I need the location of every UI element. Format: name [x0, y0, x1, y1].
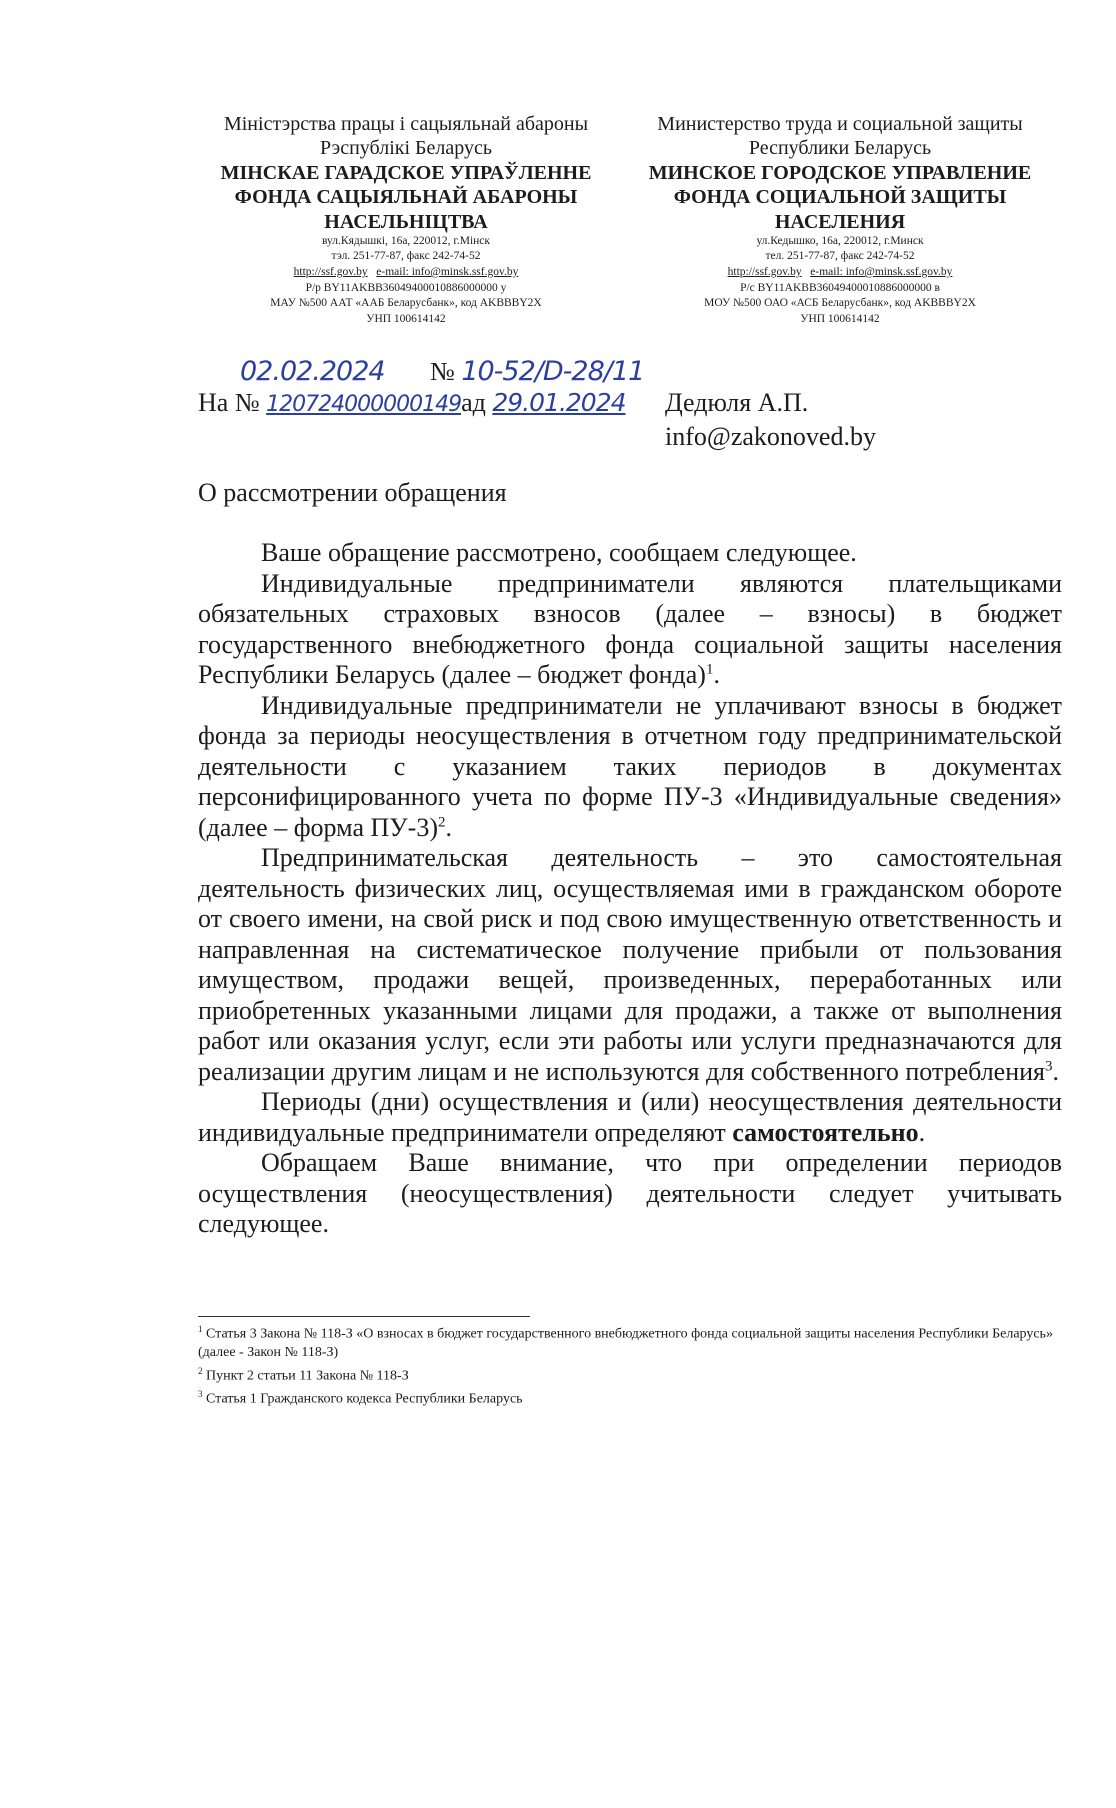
paragraph-1: Ваше обращение рассмотрено, сообщаем следующее.	[261, 538, 857, 567]
bank-account: Р/р BY11AKBB36049400010886000000 у	[305, 281, 507, 294]
ministry-line-1: Министерство труда и социальной защиты	[657, 113, 1023, 135]
email-link[interactable]: e-mail: info@minsk.ssf.gov.by	[810, 265, 953, 278]
paragraph-6: Обращаем Ваше внимание, что при определении периодов осуществления (неосуществления) деятельности следует учитывать следующее.	[198, 1148, 1062, 1238]
paragraph-2: Индивидуальные предприниматели являются плательщиками обязательных страховых взносов (далее – взносы) в бюджет государственного внебюджетного фонда социальной защиты населения Республики Беларусь (далее – бюджет фонда)$^1$.	[198, 568, 1062, 689]
reference-number: 120724000000149	[266, 392, 462, 417]
address: вул.Кядышкі, 16а, 220012, г.Мінск	[322, 234, 490, 247]
email-link[interactable]: e-mail: info@minsk.ssf.gov.by	[376, 265, 519, 278]
ministry-line-2: Республики Беларусь	[748, 137, 932, 160]
reference-line	[198, 388, 626, 418]
org-title-1: МІНСКАЕ ГАРАДСКОЕ УПРАЎЛЕННЕ	[220, 161, 592, 184]
org-title-3: НАСЕЛЕНИЯ	[774, 210, 906, 233]
ministry-line-2: Рэспублікі Беларусь	[320, 137, 492, 160]
paragraph-5: Периоды (дни) осуществления и (или) неосуществления деятельности индивидуальные предприниматели определяют самостоятельно.	[198, 1087, 1062, 1147]
org-title-2: ФОНДА САЦЫЯЛЬНАЙ АБАРОНЫ	[234, 186, 578, 209]
emphasis-bold: самостоятельно	[732, 1117, 919, 1147]
footnote-ref[interactable]: 3	[1045, 1057, 1053, 1074]
footnote-item: $^1$ Статья 3 Закона № 118-З «О взносах в бюджет государственного внебюджетного фонда социальной защиты населения Республики Беларусь» (далее - Закон № 118-З)	[198, 1324, 1053, 1360]
reference-from-label: ад	[461, 388, 486, 417]
recipient-email: info@zakonoved.by	[665, 421, 876, 451]
footnote-item: $^2$ Пункт 2 статьи 11 Закона № 118-З	[198, 1365, 409, 1384]
paragraph-3: Индивидуальные предприниматели не уплачивают взносы в бюджет фонда за периоды неосуществления в отчетном году предпринимательской деятельности с указанием таких периодов в документах персонифицированного учета по форме ПУ-3 «Индивидуальные сведения» (далее – форма ПУ-3)$^2$.	[198, 690, 1062, 842]
website-link[interactable]: http://ssf.gov.by	[293, 265, 368, 278]
outgoing-number: 10-52/D-28/11	[461, 356, 645, 387]
registration-line	[240, 356, 385, 387]
phone: тел. 251-77-87, факс 242-74-52	[765, 250, 915, 263]
letterhead-belarusian	[186, 112, 626, 327]
footnotes	[198, 1320, 1062, 1409]
org-title-1: МИНСКОЕ ГОРОДСКОЕ УПРАВЛЕНИЕ	[648, 161, 1032, 184]
ministry-line-1: Міністэрства працы і сацыяльнай абароны	[223, 113, 589, 135]
outgoing-date: 02.02.2024	[240, 356, 385, 387]
subject-line: О рассмотрении обращения	[198, 478, 507, 507]
footnote-divider	[198, 1316, 530, 1317]
footnote-item: $^3$ Статья 1 Гражданского кодекса Республики Беларусь	[198, 1389, 523, 1407]
address: ул.Кедышко, 16а, 220012, г.Минск	[756, 234, 924, 247]
reference-label: На №	[198, 388, 260, 417]
footnote-ref[interactable]: 1	[705, 661, 714, 678]
letter-body	[198, 538, 1062, 1240]
unp: УНП 100614142	[366, 312, 446, 325]
paragraph-4: Предпринимательская деятельность – это самостоятельная деятельность физических лиц, осуществляемая ими в гражданском обороте от своего имени, на свой риск и под свою имущественную ответственность и направленная на систематическое получение прибыли от пользования имуществом, продажи вещей, произведенных, переработанных или приобретенных указанными лицами для продажи, а также от выполнения работ или оказания услуг, если эти работы или услуги предназначаются для реализации другим лицам и не используются для собственного потребления$^3$.	[198, 843, 1062, 1086]
recipient-block	[665, 386, 876, 454]
bank-account: Р/с BY11AKBB36049400010886000000 в	[740, 281, 940, 294]
letterhead-russian	[620, 112, 1060, 327]
recipient-name: Дедюля А.П.	[665, 388, 809, 417]
number-label: №	[430, 357, 455, 386]
org-title-2: ФОНДА СОЦИАЛЬНОЙ ЗАЩИТЫ	[673, 186, 1007, 209]
outgoing-number-line	[430, 356, 644, 387]
bank-name: МАУ №500 ААТ «ААБ Беларусбанк», код AKBBBY2X	[270, 297, 542, 310]
website-link[interactable]: http://ssf.gov.by	[727, 265, 802, 278]
reference-date: 29.01.2024	[492, 388, 626, 417]
phone: тэл. 251-77-87, факс 242-74-52	[331, 250, 481, 263]
bank-name: МОУ №500 ОАО «АСБ Беларусбанк», код AKBBBY2X	[704, 297, 976, 310]
unp: УНП 100614142	[800, 312, 880, 325]
org-title-3: НАСЕЛЬНІЦТВА	[324, 210, 488, 233]
footnote-ref[interactable]: 2	[437, 813, 446, 830]
